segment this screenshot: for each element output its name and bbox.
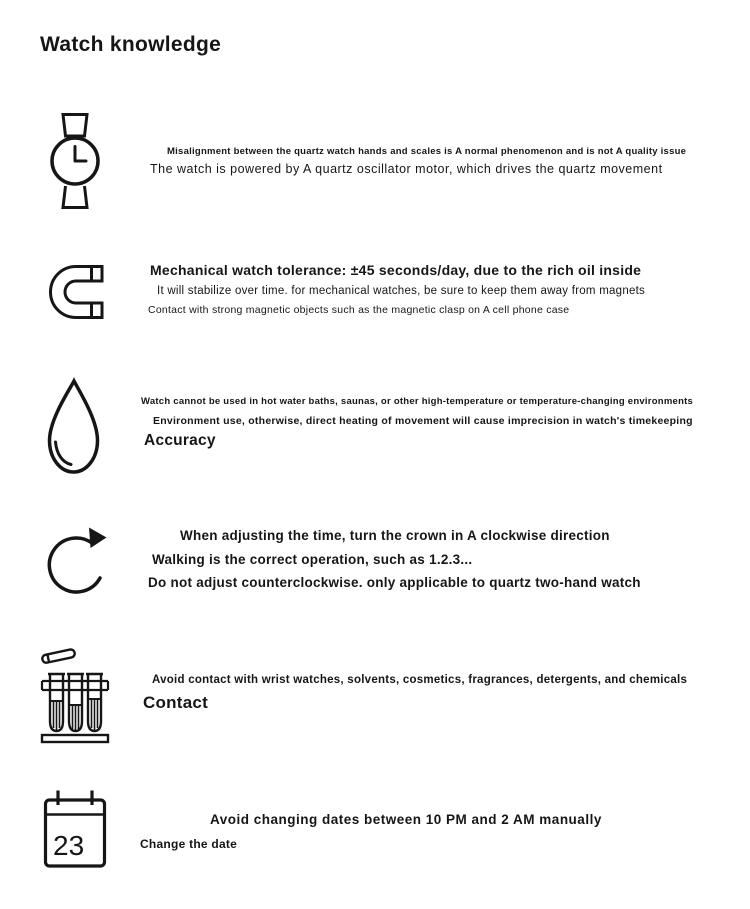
magnet-icon <box>48 262 105 322</box>
section-text-line: Contact with strong magnetic objects such as the magnetic clasp on A cell phone case <box>148 304 570 316</box>
page-title: Watch knowledge <box>40 33 222 56</box>
section-text-line: Do not adjust counterclockwise. only applicable to quartz two-hand watch <box>148 575 641 590</box>
section-text-line: It will stabilize over time. for mechanical watches, be sure to keep them away from magnets <box>157 285 646 297</box>
section-text-line: Misalignment between the quartz watch hands and scales is A normal phenomenon and is not A quality issue <box>167 146 687 157</box>
section-text-line: The watch is powered by A quartz oscillator motor, which drives the quartz movement <box>150 162 663 176</box>
section-text-line: Avoid contact with wrist watches, solvents, cosmetics, fragrances, detergents, and chemicals <box>152 674 688 686</box>
section-text-line: Avoid changing dates between 10 PM and 2 AM manually <box>210 812 602 827</box>
section-text-line: Change the date <box>140 837 238 851</box>
section-text-line: Contact <box>143 693 209 712</box>
section-text-line: Watch cannot be used in hot water baths, saunas, or other high-temperature or temperature-changing environments <box>141 396 694 407</box>
section-date-change-text <box>140 812 745 851</box>
wristwatch-icon <box>45 112 105 210</box>
section-text-line: When adjusting the time, turn the crown in A clockwise direction <box>180 528 610 543</box>
calendar-day-number: 23 <box>53 830 85 861</box>
section-temperature-accuracy-text <box>140 396 745 450</box>
water-drop-icon <box>42 377 105 477</box>
calendar-icon <box>42 788 108 870</box>
section-text-line: Environment use, otherwise, direct heating of movement will cause imprecision in watch's timekeeping <box>153 415 693 427</box>
section-chemical-contact-text <box>140 674 745 713</box>
test-tubes-icon <box>40 643 110 745</box>
section-text-line: Mechanical watch tolerance: ±45 seconds/day, due to the rich oil inside <box>150 262 642 278</box>
section-quartz-movement-text <box>140 146 745 176</box>
clockwise-arrow-icon <box>45 518 110 603</box>
section-crown-adjustment-text <box>140 528 745 590</box>
section-text-line: Accuracy <box>144 432 216 449</box>
section-magnetism-text <box>140 262 745 316</box>
section-text-line: Walking is the correct operation, such as 1.2.3... <box>152 552 473 567</box>
